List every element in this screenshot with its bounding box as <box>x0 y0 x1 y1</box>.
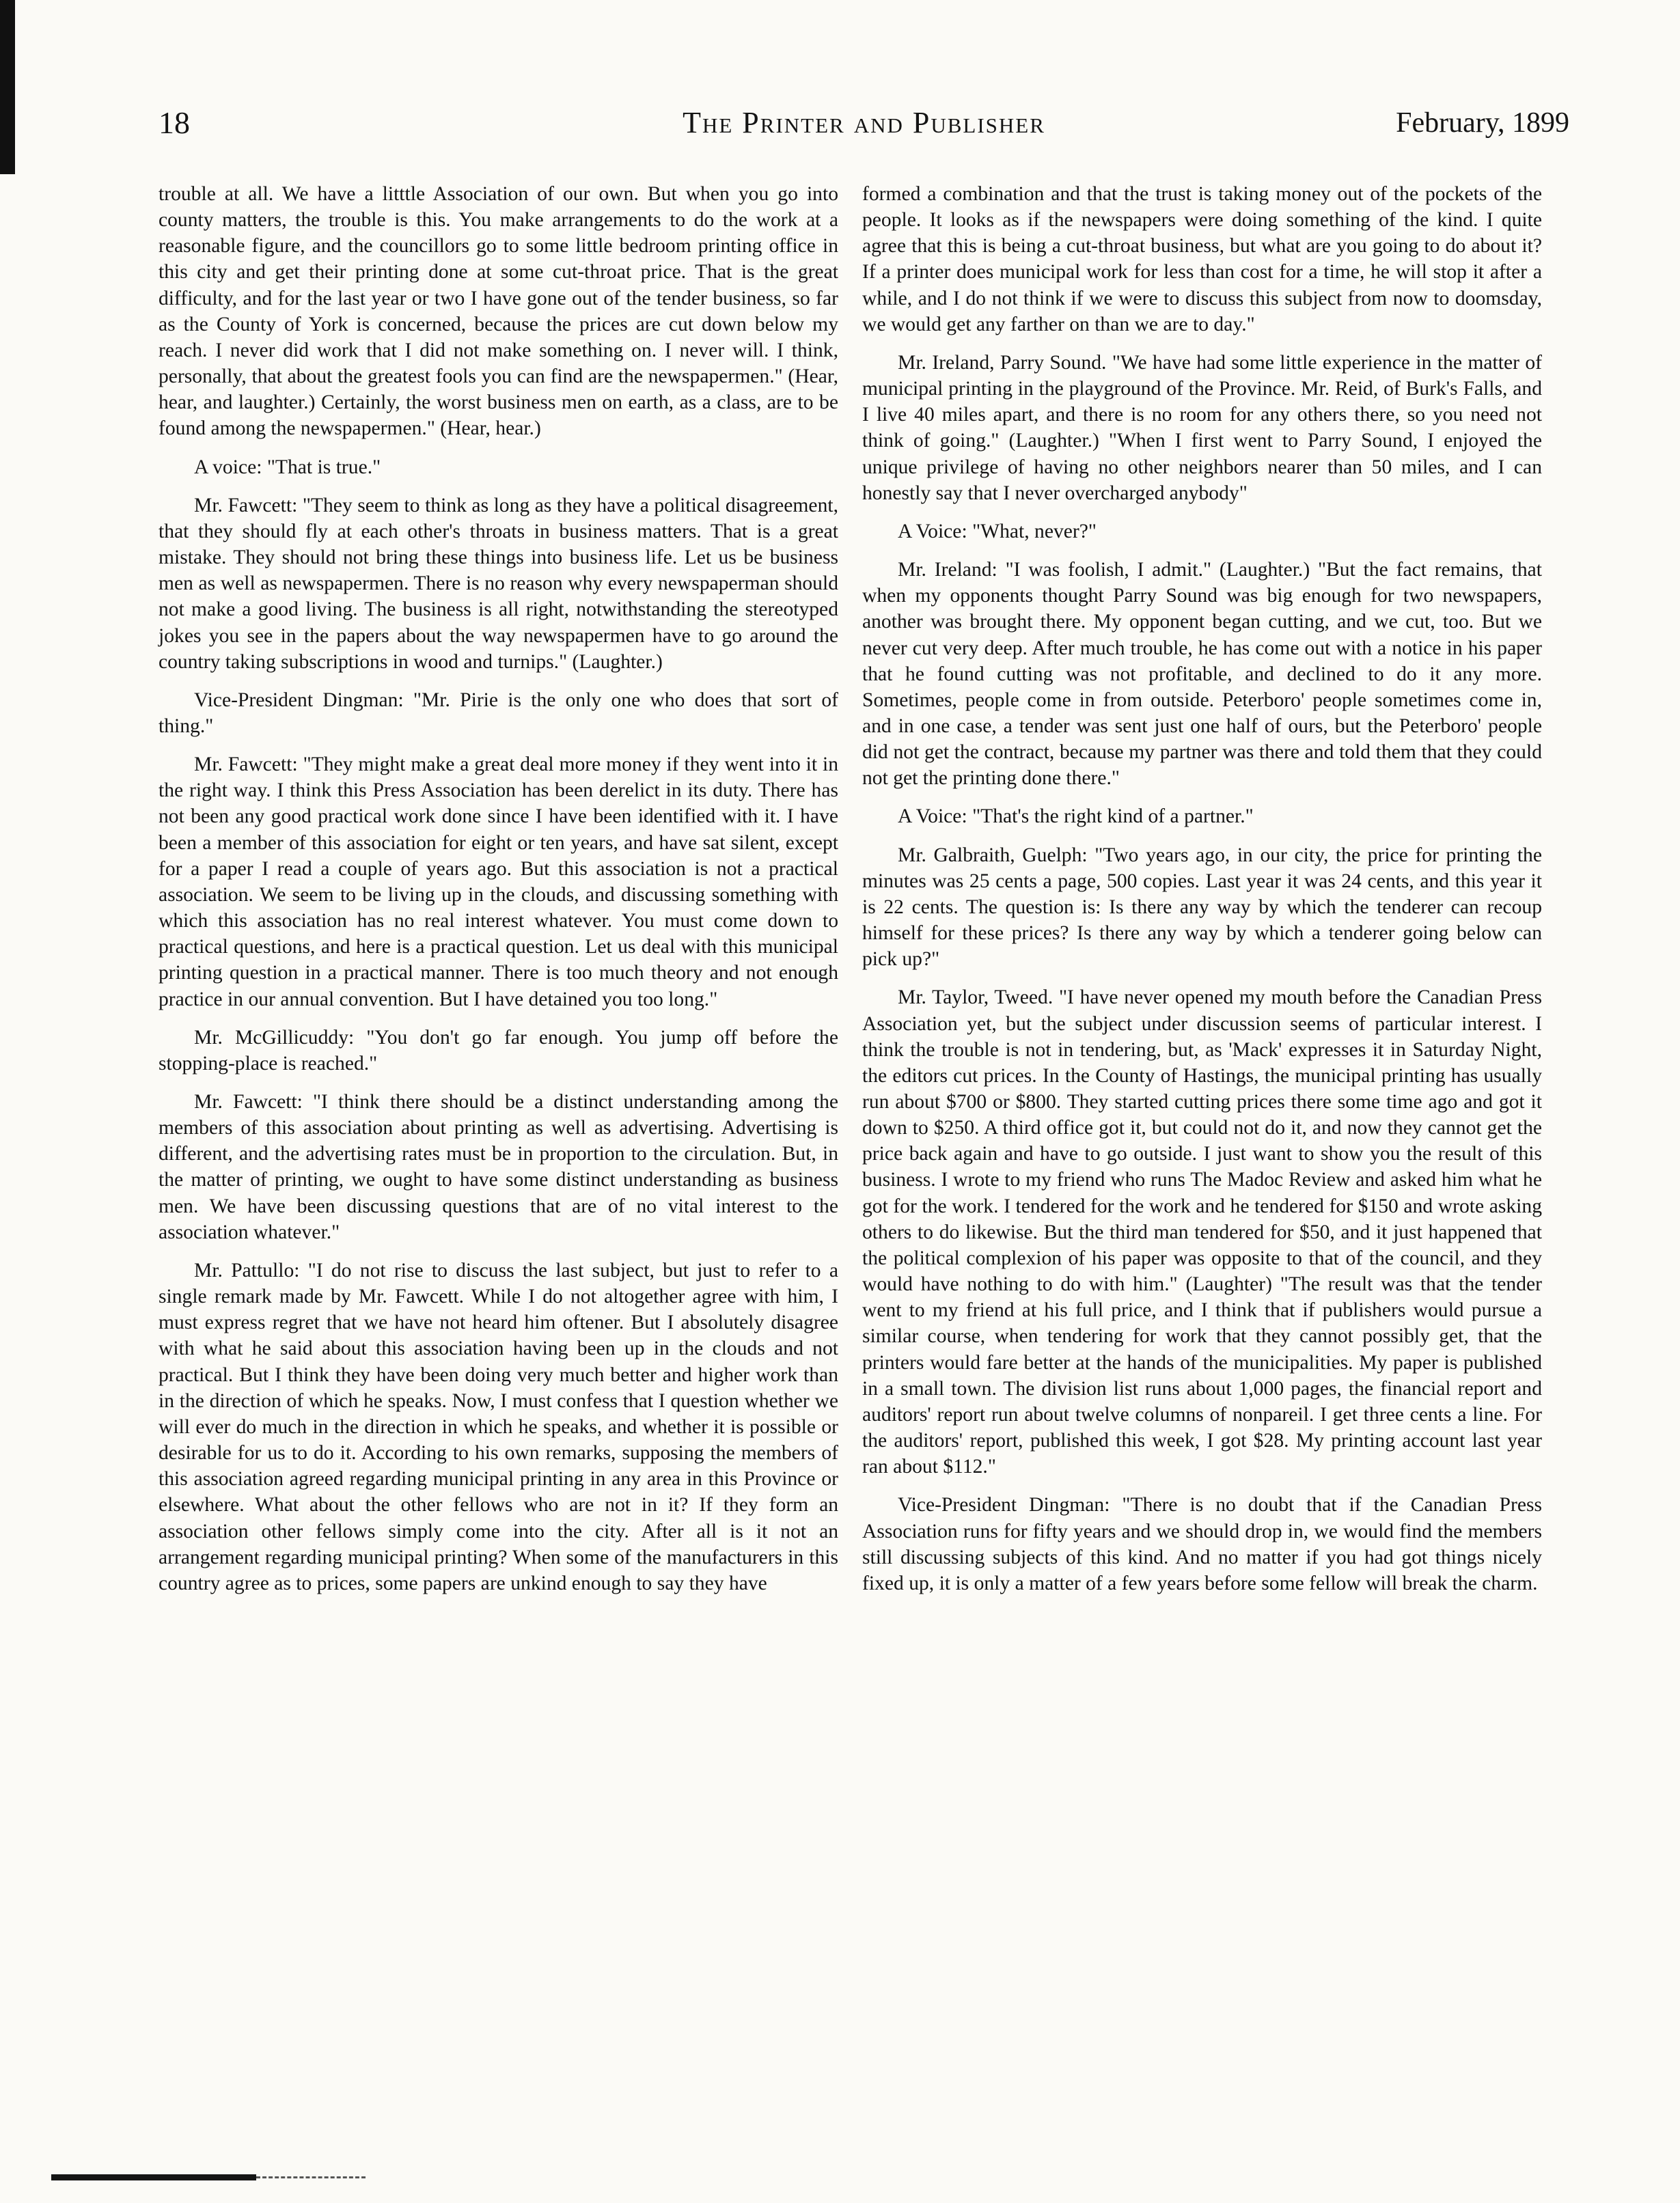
page-number: 18 <box>159 105 190 140</box>
paragraph: Mr. Fawcett: "They seem to think as long as they have a political disagreement, that they should fly at each other's throats in business matters. That is a great mistake. They should not bring these things into business life. Let us be business men as well as newspapermen. There is no reason why every newspaperman should not make a good living. The business is all right, notwithstanding the stereotyped jokes you see in the papers about the way newspapermen have to go around the country taking subscriptions in wood and turnips." (Laughter.) <box>159 494 838 673</box>
issue-date: February, 1899 <box>1396 107 1569 139</box>
paragraph: Mr. McGillicuddy: "You don't go far enough. You jump off before the stopping-place is reached." <box>159 1026 838 1075</box>
paragraph: Mr. Ireland: "I was foolish, I admit." (Laughter.) "But the fact remains, that when my opponents thought Parry Sound was big enough for two newspapers, another was brought there. My opponent began cutting, and we cut, too. But we never cut very deep. After much trouble, he has come out with a notice in his paper that he found cutting was not profitable, and declined to do it any more. Sometimes, people come in from outside. Peterboro' people sometimes come in, and in one case, a tender was sent just one half of ours, but the Peterboro' people did not get the contract, because my partner was there and told them that they could not get the printing done there." <box>862 559 1542 790</box>
running-title: The Printer and Publisher <box>683 106 1045 139</box>
paragraph: Vice-President Dingman: "Mr. Pirie is the only one who does that sort of thing." <box>159 689 838 737</box>
paragraph: Mr. Fawcett: "I think there should be a distinct understanding among the members of this association about printing as well as advertising. Advertising is different, and the advertising rates must be in proportion to the circulation. But, in the matter of printing, we ought to have some distinct understanding as business men. We have been discussing questions that are of no vital interest to the association whatever." <box>159 1091 838 1243</box>
page-header <box>159 102 1569 143</box>
paragraph: formed a combination and that the trust is taking money out of the pockets of the people. It looks as if the newspapers were doing something of the kind. I quite agree that this is being a cut-throat business, but what are you going to do about it? If a printer does municipal work for less than cost for a time, he will stop it after a while, and I do not think if we were to discuss this subject from now to doomsday, we would get any farther on than we are to day." <box>862 183 1542 335</box>
right-column <box>862 181 1542 1609</box>
paragraph: Vice-President Dingman: "There is no doubt that if the Canadian Press Association runs for fifty years and we should drop in, we would find the members still discussing subjects of this kind. And no matter if you had got things nicely fixed up, it is only a matter of a few years before some fellow will break the charm. <box>862 1494 1542 1594</box>
left-column <box>159 181 838 1609</box>
paragraph: A Voice: "What, never?" <box>898 520 1097 542</box>
footer-rule <box>51 2174 256 2180</box>
paragraph: Mr. Fawcett: "They might make a great deal more money if they went into it in the right way. I think this Press Association has been derelict in its duty. There has not been any good practical work done since I have been identified with it. I have been a member of this association for eight or ten years, and have sat silent, except for a paper I read a couple of years ago. But this association is not a practical association. We seem to be living up in the clouds, and discussing something with which this association has no real interest whatever. You must come down to practical questions, and here is a practical question. Let us deal with this municipal printing question in a practical manner. There is too much theory and not enough practice in our annual convention. But I have detained you too long." <box>159 753 838 1010</box>
paragraph: Mr. Pattullo: "I do not rise to discuss the last subject, but just to refer to a single remark made by Mr. Fawcett. While I do not altogether agree with him, I must express regret that we have not heard him oftener. But I absolutely disagree with what he said about this association having been up in the clouds and not practical. But I think they have been doing very much better and higher work than in the direction of which he speaks. Now, I must confess that I question whether we will ever do much in the direction in which he speaks, and whether it is possible or desirable for us to do it. According to his own remarks, supposing the members of this association agreed regarding municipal printing in any area in this Province or elsewhere. What about the other fellows who are not in it? If they form an association other fellows simply come into the city. After all is it not an arrangement regarding municipal printing? When some of the manufacturers in this country agree as to prices, some papers are unkind enough to say they have <box>159 1259 838 1594</box>
paragraph: A voice: "That is true." <box>194 456 381 478</box>
paragraph: Mr. Taylor, Tweed. "I have never opened my mouth before the Canadian Press Association yet, but the subject under discussion seems of particular interest. I think the trouble is not in tendering, but, as 'Mack' expresses it in Saturday Night, the editors cut prices. In the County of Hastings, the municipal printing has usually run about $700 or $800. They started cutting prices there some time ago and got it down to $250. A third office got it, but could not do it, and now they cannot get the price back again and have to go outside. I just want to show you the result of this business. I wrote to my friend who runs The Madoc Review and asked him what he got for the work. I tendered for the work and he tendered for $150 and wrote asking others to do likewise. But the third man tendered for $50, and it just happened that the political complexion of his paper was opposite to that of the council, and they would have nothing to do with him." (Laughter) "The result was that the tender went to my friend at his full price, and I think that if publishers would pursue a similar course, when tendering for work that they cannot possibly get, that the printers would fare better at the hands of the municipalities. My paper is published in a small town. The division list runs about 1,000 pages, the financial report and auditors' report run about twelve columns of nonpareil. I get three cents a line. For the auditors' report, published this week, I got $28. My printing account last year ran about $112." <box>862 986 1542 1478</box>
paragraph: A Voice: "That's the right kind of a partner." <box>898 805 1254 828</box>
binding-edge <box>0 0 15 174</box>
paragraph: Mr. Ireland, Parry Sound. "We have had some little experience in the matter of municipal printing in the playground of the Province. Mr. Reid, of Burk's Falls, and I live 40 miles apart, and there is no room for any others there, so you need not think of going." (Laughter.) "When I first went to Parry Sound, I enjoyed the unique privilege of having no other neighbors nearer than 50 miles, and I can honestly say that I never overcharged anybody" <box>862 351 1542 504</box>
paragraph: trouble at all. We have a litttle Association of our own. But when you go into county matters, the trouble is this. You make arrangements to do the work at a reasonable figure, and the councillors go to some little bedroom printing office in this city and get their printing done at some cut-throat price. That is the great difficulty, and for the last year or two I have gone out of the tender business, so far as the County of York is concerned, because the prices are cut down below my reach. I never did work that I did not make something on. I never will. I think, personally, that about the greatest fools you can find are the newspapermen." (Hear, hear, and laughter.) Certainly, the worst business men on earth, as a class, are to be found among the newspapermen." (Hear, hear.) <box>159 183 838 440</box>
paragraph: Mr. Galbraith, Guelph: "Two years ago, in our city, the price for printing the minutes was 25 cents a page, 500 copies. Last year it was 24 cents, and this year it is 22 cents. The question is: Is there any way by which the tenderer can recoup himself for these prices? Is there any way by which a tenderer going below can pick up?" <box>862 844 1542 971</box>
footer-rule-tail <box>256 2176 366 2178</box>
